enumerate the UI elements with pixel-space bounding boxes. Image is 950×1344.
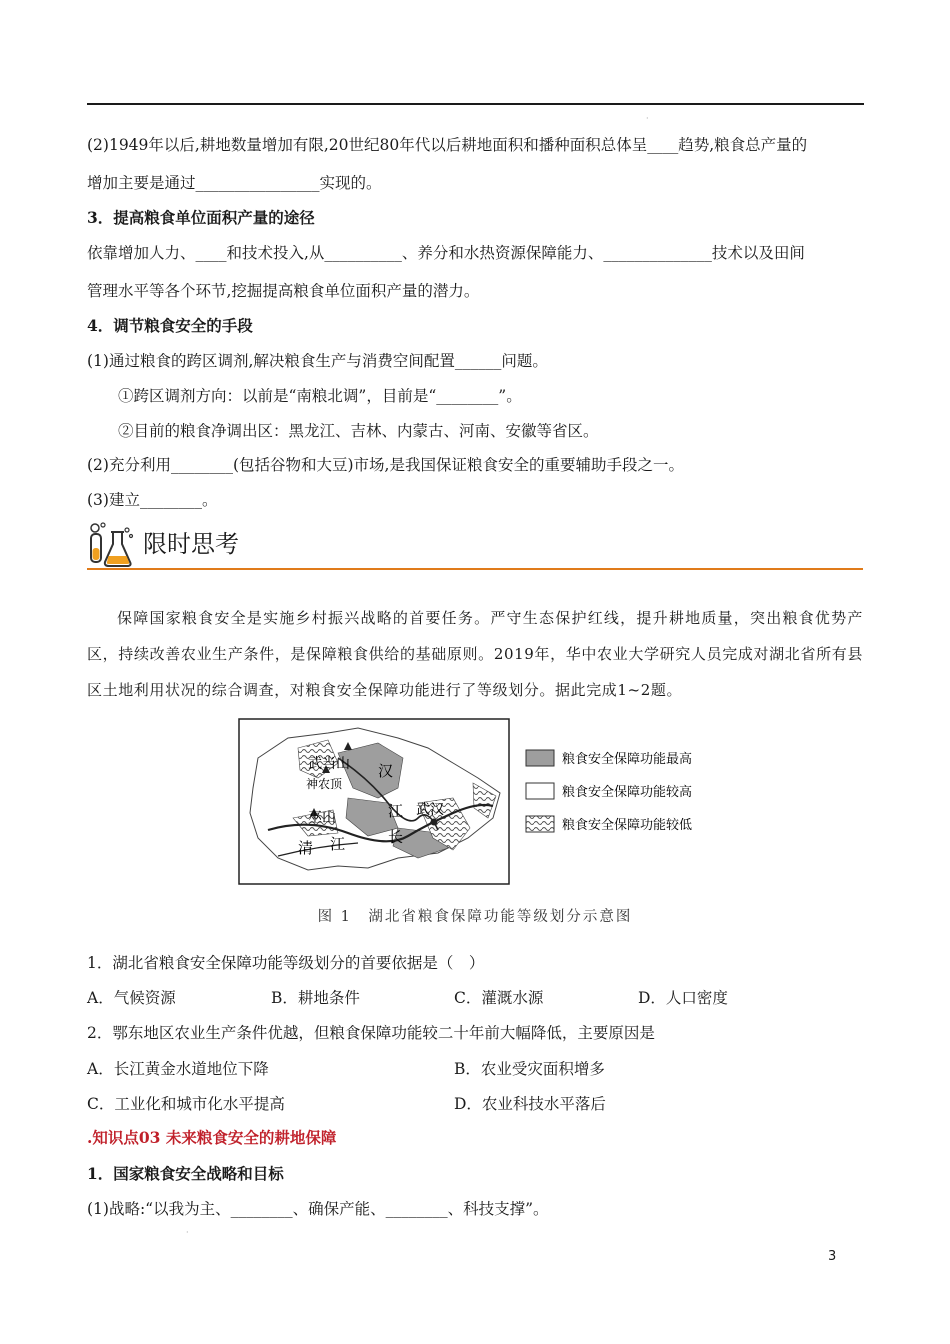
legend-highest: 粮食安全保障功能最高 [562, 752, 693, 767]
text-line: ②目前的粮食净调出区：黑龙江、吉林、内蒙古、河南、安徽等省区。 [118, 422, 599, 440]
text-line: 增加主要是通过________________实现的。 [87, 174, 382, 192]
text-line: 管理水平等各个环节,挖掘提高粮食单位面积产量的潜力。 [87, 282, 480, 300]
passage: 保障国家粮食安全是实施乡村振兴战略的首要任务。严守生态保护红线，提升耕地质量，突出粮食优势产区，持续改善农业生产条件，是保障粮食供给的基础原则。2019年，华中农业大学研究人员完成对湖北省所有县区土地利用状况的综合调查，对粮食安全保障功能进行了等级划分。据此完成1~2题。 [87, 609, 863, 699]
legend-higher: 粮食安全保障功能较高 [562, 785, 693, 800]
legend-swatch-highest [526, 750, 554, 766]
text-line: (1)通过粮食的跨区调剂,解决粮食生产与消费空间配置______问题。 [87, 352, 548, 370]
q1-option-c[interactable]: C．灌溉水源 [454, 989, 544, 1007]
legend-swatch-higher [526, 783, 554, 799]
wuhan-marker [431, 819, 438, 826]
stray-dot: · [646, 114, 649, 123]
label-wuhan: 武汉 [416, 802, 444, 818]
q2-option-c[interactable]: C．工业化和城市化水平提高 [87, 1095, 285, 1113]
label-shennongding: 神农顶 [306, 777, 343, 791]
section-title: 限时思考 [143, 530, 239, 558]
header-rule [87, 103, 864, 105]
text-line: (2)1949年以后,耕地数量增加有限,20世纪80年代以后耕地面积和播种面积总体呈____趋势,粮食总产量的 [87, 136, 808, 154]
text-line: (3)建立________。 [87, 491, 218, 509]
q2-option-b[interactable]: B．农业受灾面积增多 [454, 1060, 605, 1078]
text-line: 依靠增加人力、____和技术投入,从__________、养分和水热资源保障能力、______________技术以及田间 [87, 244, 805, 262]
tail-text: (1)战略:“以我为主、________、确保产能、________、科技支撑”。 [87, 1200, 549, 1218]
q1-option-d[interactable]: D．人口密度 [638, 989, 728, 1007]
section-rule [87, 568, 863, 570]
label-han: 汉 [378, 762, 394, 780]
figure-caption: 图 1 湖北省粮食保障功能等级划分示意图 [317, 909, 633, 925]
label-chang: 长 [388, 828, 404, 846]
label-wudangshan: 武当山 [308, 756, 350, 772]
q2-option-d[interactable]: D．农业科技水平落后 [454, 1095, 606, 1113]
legend-swatch-lower [526, 816, 554, 832]
tail-heading: 1．国家粮食安全战略和目标 [87, 1164, 284, 1183]
knowledge-point-title: .知识点03 未来粮食安全的耕地保障 [87, 1128, 337, 1147]
text-line: (2)充分利用________(包括谷物和大豆)市场,是我国保证粮食安全的重要辅助手段之一。 [87, 456, 684, 474]
heading-3: 3．提高粮食单位面积产量的途径 [87, 208, 315, 227]
hubei-map [238, 718, 714, 886]
text-line: ①跨区调剂方向：以前是“南粮北调”，目前是“________”。 [118, 387, 522, 405]
label-jiang: 江 [388, 802, 404, 820]
page-number: 3 [828, 1249, 837, 1264]
legend-lower: 粮食安全保障功能较低 [562, 818, 693, 833]
question-2: 2．鄂东地区农业生产条件优越，但粮食保障功能较二十年前大幅降低，主要原因是 [87, 1024, 655, 1042]
q1-option-a[interactable]: A．气候资源 [87, 989, 176, 1007]
section-header [87, 520, 863, 570]
question-1: 1．湖北省粮食安全保障功能等级划分的首要依据是（ ） [87, 954, 485, 972]
q1-option-b[interactable]: B．耕地条件 [271, 989, 360, 1007]
lab-flask-icon [87, 522, 137, 568]
label-jiang-2: 江 [330, 835, 346, 853]
heading-4: 4．调节粮食安全的手段 [87, 316, 253, 335]
stray-dot: · [186, 1228, 189, 1237]
hubei-map-figure [238, 718, 714, 886]
label-wushan: 巫山 [308, 810, 336, 826]
label-qing: 清 [298, 839, 314, 857]
q2-option-a[interactable]: A．长江黄金水道地位下降 [87, 1060, 269, 1078]
